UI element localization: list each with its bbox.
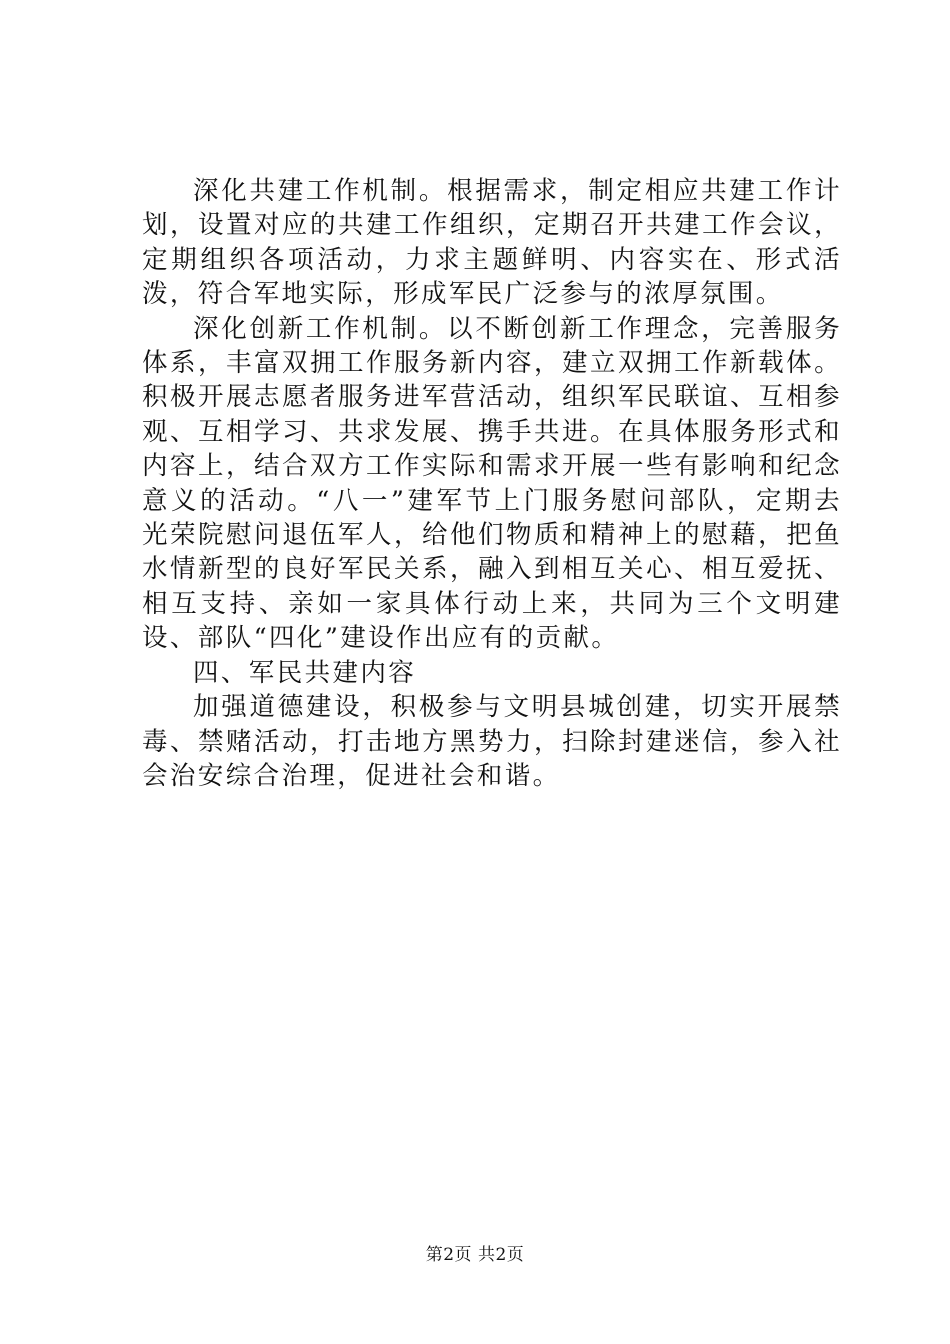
document-body	[142, 174, 842, 793]
paragraph-cooperation-mechanism: 深化共建工作机制。根据需求，制定相应共建工作计划，设置对应的共建工作组织，定期召开共建工作会议，定期组织各项活动，力求主题鲜明、内容实在、形式活泼，符合军地实际，形成军民广泛参与的浓厚氛围。	[142, 176, 842, 310]
paragraph-moral-construction: 加强道德建设，积极参与文明县城创建，切实开展禁毒、禁赌活动，打击地方黑势力，扫除封建迷信，参入社会治安综合治理，促进社会和谐。	[142, 692, 842, 791]
paragraph-innovation-mechanism: 深化创新工作机制。以不断创新工作理念，完善服务体系，丰富双拥工作服务新内容，建立双拥工作新载体。积极开展志愿者服务进军营活动，组织军民联谊、互相参观、互相学习、共求发展、携手共进。在具体服务形式和内容上，结合双方工作实际和需求开展一些有影响和纪念意义的活动。“八一”建军节上门服务慰问部队，定期去光荣院慰问退伍军人，给他们物质和精神上的慰藉，把鱼水情新型的良好军民关系，融入到相互关心、相互爱抚、相互支持、亲如一家具体行动上来，共同为三个文明建设、部队“四化”建设作出应有的贡献。	[142, 313, 842, 654]
page-number: 第2页 共2页	[425, 1245, 525, 1265]
page-footer	[0, 1244, 950, 1266]
section-heading: 四、军民共建内容	[193, 657, 417, 688]
